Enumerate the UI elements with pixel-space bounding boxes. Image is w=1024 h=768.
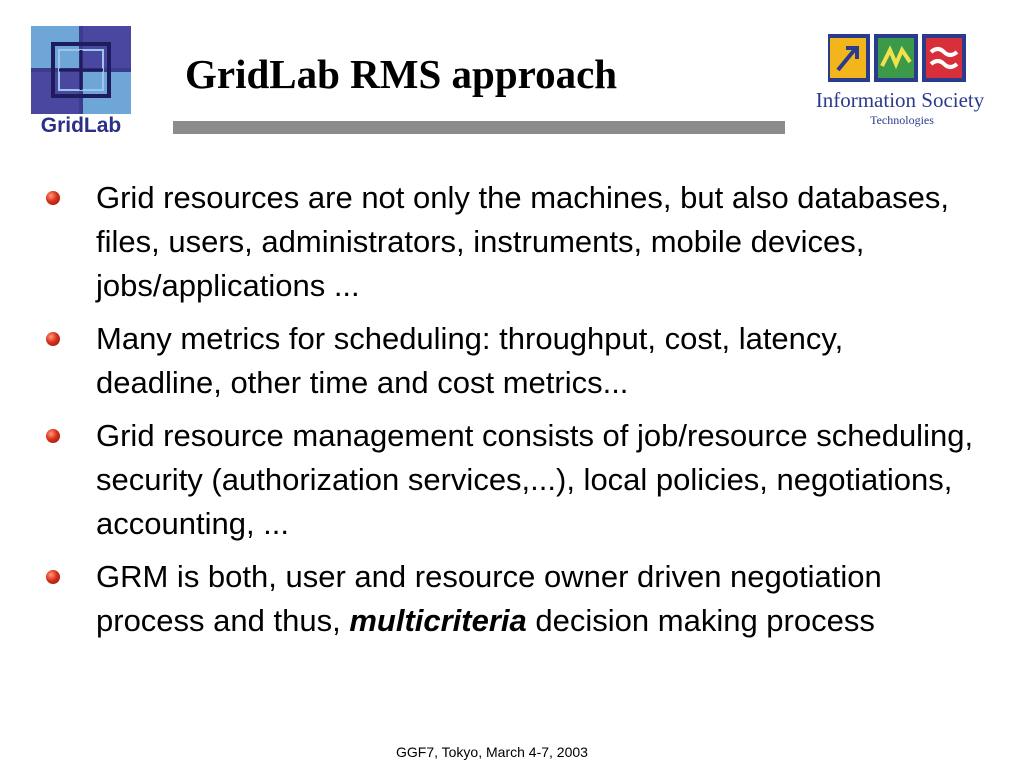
ist-logo-subtitle: Technologies — [870, 113, 934, 127]
ist-logo-name: Information Society — [815, 88, 985, 112]
gridlab-grid-icon — [31, 26, 131, 114]
bullet-icon — [46, 191, 60, 205]
bullet-text: Many metrics for scheduling: throughput, cost, latency, deadline, other time and cost metrics... — [96, 321, 844, 400]
bullet-icon — [46, 570, 60, 584]
bullet-icon — [46, 429, 60, 443]
gridlab-logo — [31, 26, 131, 138]
bullet-item — [46, 317, 976, 405]
bullet-text: Grid resource management consists of job/resource scheduling, security (authorization services,...), local policies, negotiations, accounting, ... — [96, 418, 974, 541]
bullet-text — [96, 555, 976, 643]
bullet-item — [46, 555, 976, 643]
ist-tiles-icon — [828, 32, 972, 88]
slide-title: GridLab RMS approach — [185, 51, 618, 97]
slide-footer: GGF7, Tokyo, March 4-7, 2003 — [396, 744, 588, 760]
bullet-text-after: decision making process — [535, 603, 875, 638]
bullet-item — [46, 176, 976, 308]
bullet-emphasis: multicriteria — [349, 603, 527, 638]
bullet-icon — [46, 332, 60, 346]
bullet-list — [46, 176, 976, 652]
bullet-item — [46, 414, 976, 546]
ist-logo — [804, 28, 996, 130]
bullet-text-before: GRM is both, user and resource owner driven negotiation process and thus, — [96, 559, 882, 638]
title-underline — [173, 121, 785, 134]
gridlab-logo-label: GridLab — [40, 114, 122, 137]
bullet-text: Grid resources are not only the machines, but also databases, files, users, administrators, instruments, mobile devices, jobs/applications ... — [96, 180, 949, 303]
